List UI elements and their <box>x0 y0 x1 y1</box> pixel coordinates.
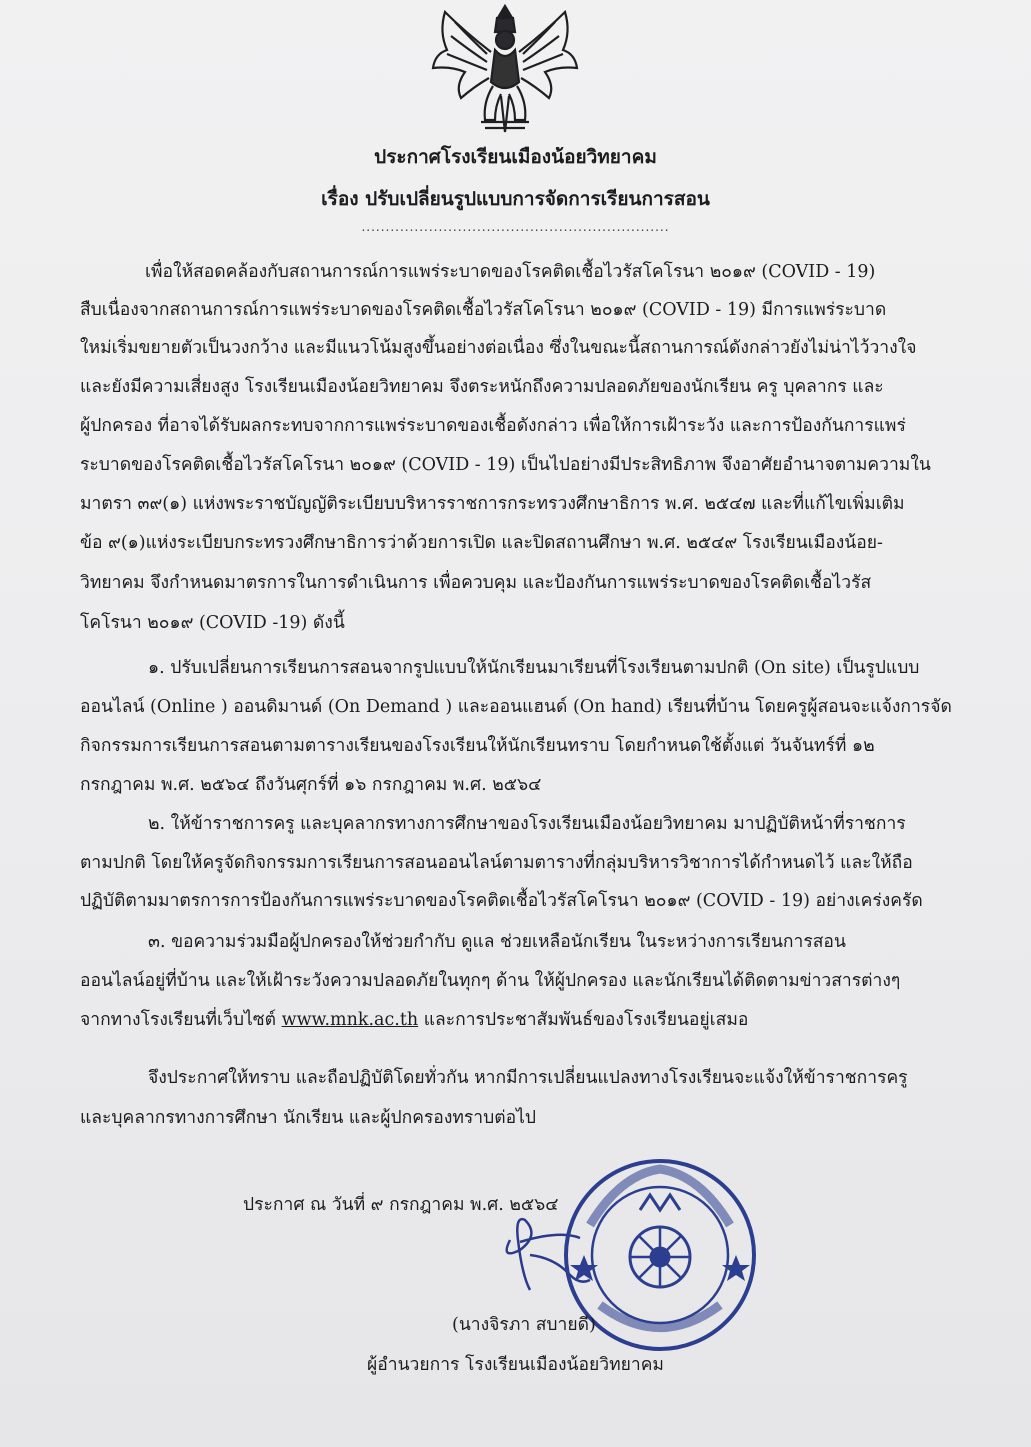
item-1-line: กรกฎาคม พ.ศ. ๒๕๖๔ ถึงวันศุกร์ที่ ๑๖ กรกฎาคม พ.ศ. ๒๕๖๔ <box>80 775 542 795</box>
signatory-position: ผู้อำนวยการ โรงเรียนเมืองน้อยวิทยาคม <box>367 1355 664 1375</box>
body-line: และยังมีความเสี่ยงสูง โรงเรียนเมืองน้อยวิทยาคม จึงตระหนักถึงความปลอดภัยของนักเรียน ครู บุคลากร และ <box>80 377 884 397</box>
item-3-text-after: และการประชาสัมพันธ์ของโรงเรียนอยู่เสมอ <box>418 1010 749 1030</box>
dotted-divider: ................................................................ <box>361 220 670 234</box>
document-title: ประกาศโรงเรียนเมืองน้อยวิทยาคม <box>374 146 657 168</box>
body-line: ใหม่เริ่มขยายตัวเป็นวงกว้าง และมีแนวโน้มสูงขึ้นอย่างต่อเนื่อง ซึ่งในขณะนี้สถานการณ์ดังกล่าวยังไม่น่าไว้วางใจ <box>80 338 917 358</box>
body-line: วิทยาคม จึงกำหนดมาตรการในการดำเนินการ เพื่อควบคุม และป้องกันการแพร่ระบาดของโรคติดเชื้อไวรัส <box>80 573 872 593</box>
item-1-line: ๑. ปรับเปลี่ยนการเรียนการสอนจากรูปแบบให้นักเรียนมาเรียนที่โรงเรียนตามปกติ (On site) เป็นรูปแบบ <box>148 658 920 678</box>
item-1-line: ออนไลน์ (Online ) ออนดิมานด์ (On Demand ) และออนแฮนด์ (On hand) เรียนที่บ้าน โดยครูผู้สอนจะแจ้งการจัด <box>80 697 952 717</box>
item-2-line: ๒. ให้ข้าราชการครู และบุคลากรทางการศึกษาของโรงเรียนเมืองน้อยวิทยาคม มาปฏิบัติหน้าที่ราชการ <box>148 814 906 834</box>
school-website-link[interactable]: www.mnk.ac.th <box>281 1010 419 1030</box>
item-1-line: กิจกรรมการเรียนการสอนตามตารางเรียนของโรงเรียนให้นักเรียนทราบ โดยกำหนดใช้ตั้งแต่ วันจันทร์ที่ ๑๒ <box>80 736 875 756</box>
item-3-line-website <box>80 1012 748 1030</box>
announcement-date: ประกาศ ณ วันที่ ๙ กรกฎาคม พ.ศ. ๒๕๖๔ <box>243 1195 559 1215</box>
body-line: ข้อ ๙(๑)แห่งระเบียบกระทรวงศึกษาธิการว่าด้วยการเปิด และปิดสถานศึกษา พ.ศ. ๒๕๔๙ โรงเรียนเมืองน้อย- <box>80 533 883 553</box>
item-2-line: ตามปกติ โดยให้ครูจัดกิจกรรมการเรียนการสอนออนไลน์ตามตารางที่กลุ่มบริหารวิชาการได้กำหนดไว้ และให้ถือ <box>80 853 913 873</box>
signatory-name: (นางจิรภา สบายดี) <box>452 1315 596 1335</box>
body-line: สืบเนื่องจากสถานการณ์การแพร่ระบาดของโรคติดเชื้อไวรัสโคโรนา ๒๐๑๙ (COVID - 19) มีการแพร่ระบาด <box>80 300 887 320</box>
garuda-emblem-icon <box>425 2 585 134</box>
item-3-line: ๓. ขอความร่วมมือผู้ปกครองให้ช่วยกำกับ ดูแล ช่วยเหลือนักเรียน ในระหว่างการเรียนการสอน <box>148 932 846 952</box>
body-line: เพื่อให้สอดคล้องกับสถานการณ์การแพร่ระบาดของโรคติดเชื้อไวรัสโคโรนา ๒๐๑๙ (COVID - 19) <box>145 262 876 282</box>
item-3-text-before: จากทางโรงเรียนที่เว็บไซต์ <box>80 1010 282 1030</box>
document-subject: เรื่อง ปรับเปลี่ยนรูปแบบการจัดการเรียนการสอน <box>321 188 710 210</box>
body-line: ผู้ปกครอง ที่อาจได้รับผลกระทบจากการแพร่ระบาดของเชื้อดังกล่าว เพื่อให้การเฝ้าระวัง และการป้องกันการแพร่ <box>80 416 906 436</box>
item-3-line: ออนไลน์อยู่ที่บ้าน และให้เฝ้าระวังความปลอดภัยในทุกๆ ด้าน ให้ผู้ปกครอง และนักเรียนได้ติดตามข่าวสารต่างๆ <box>80 971 901 991</box>
body-line: โคโรนา ๒๐๑๙ (COVID -19) ดังนี้ <box>80 613 345 633</box>
item-2-line: ปฏิบัติตามมาตรการการป้องกันการแพร่ระบาดของโรคติดเชื้อไวรัสโคโรนา ๒๐๑๙ (COVID - 19) อย่างเคร่งครัด <box>80 891 923 911</box>
closing-line: และบุคลากรทางการศึกษา นักเรียน และผู้ปกครองทราบต่อไป <box>80 1108 537 1128</box>
closing-line: จึงประกาศให้ทราบ และถือปฏิบัติโดยทั่วกัน หากมีการเปลี่ยนแปลงทางโรงเรียนจะแจ้งให้ข้าราชการครู <box>148 1068 908 1088</box>
body-line: มาตรา ๓๙(๑) แห่งพระราชบัญญัติระเบียบบริหารราชการกระทรวงศึกษาธิการ พ.ศ. ๒๕๔๗ และที่แก้ไขเพิ่มเติม <box>80 494 905 514</box>
body-line: ระบาดของโรคติดเชื้อไวรัสโคโรนา ๒๐๑๙ (COVID - 19) เป็นไปอย่างมีประสิทธิภาพ จึงอาศัยอำนาจตามความใน <box>80 455 931 475</box>
